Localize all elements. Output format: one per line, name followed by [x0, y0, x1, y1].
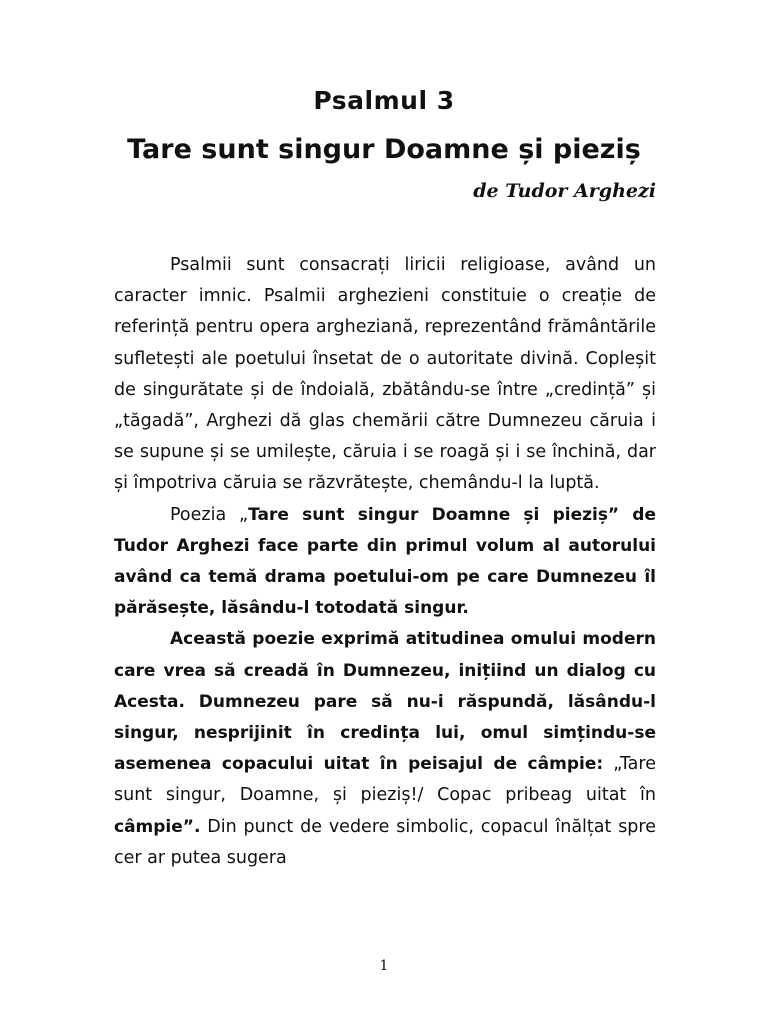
- paragraph-2-prefix: Poezia „: [170, 504, 249, 525]
- paragraph-3-bold-1: Această poezie exprimă atitudinea omului modern care vrea să creadă în Dumnezeu, inițiind un dialog cu Acesta. Dumnezeu pare să nu-i răspundă, lăsându-l singur, nesprijinit în credința lui, omul simțindu-se asemenea copacului uitat în peisajul de câmpie:: [114, 629, 656, 775]
- paragraph-2-bold: Tare sunt singur Doamne și pieziș” de Tudor Arghezi face parte din primul volum al autorului având ca temă drama poetului-om pe care Dumnezeu îl părăsește, lăsându-l totodată singur.: [114, 504, 657, 619]
- paragraph-1: Psalmii sunt consacrați liricii religioase, având un caracter imnic. Psalmii arghezieni constituie o creație de referință pentru opera argheziană, reprezentând frământările sufletești ale poetului însetat de o autoritate divină. Copleșit de singurătate și de îndoială, zbătându-se între „credință” și „tăgadă”, Arghezi dă glas chemării către Dumnezeu căruia i se supune și se umilește, căruia i se roagă și i se închină, dar și împotriva căruia se răzvrătește, chemându-l la luptă.: [114, 255, 656, 494]
- paragraph-2: [114, 500, 656, 625]
- paragraph-3-normal-2: Din punct de vedere simbolic, copacul înălțat spre cer ar putea sugera: [114, 816, 656, 868]
- paragraph-3-normal-1: „Tare sunt singur, Doamne, și pieziș!/ Copac pribeag uitat în: [114, 754, 656, 806]
- document-title: Psalmul 3: [313, 86, 455, 115]
- author-line: de Tudor Arghezi: [473, 180, 656, 202]
- document-body: [114, 250, 656, 874]
- paragraph-3: [114, 624, 656, 874]
- poem-title: Tare sunt singur Doamne și pieziș: [127, 134, 641, 165]
- paragraph-3-bold-2: câmpie”.: [114, 816, 201, 837]
- page-number: 1: [379, 958, 389, 974]
